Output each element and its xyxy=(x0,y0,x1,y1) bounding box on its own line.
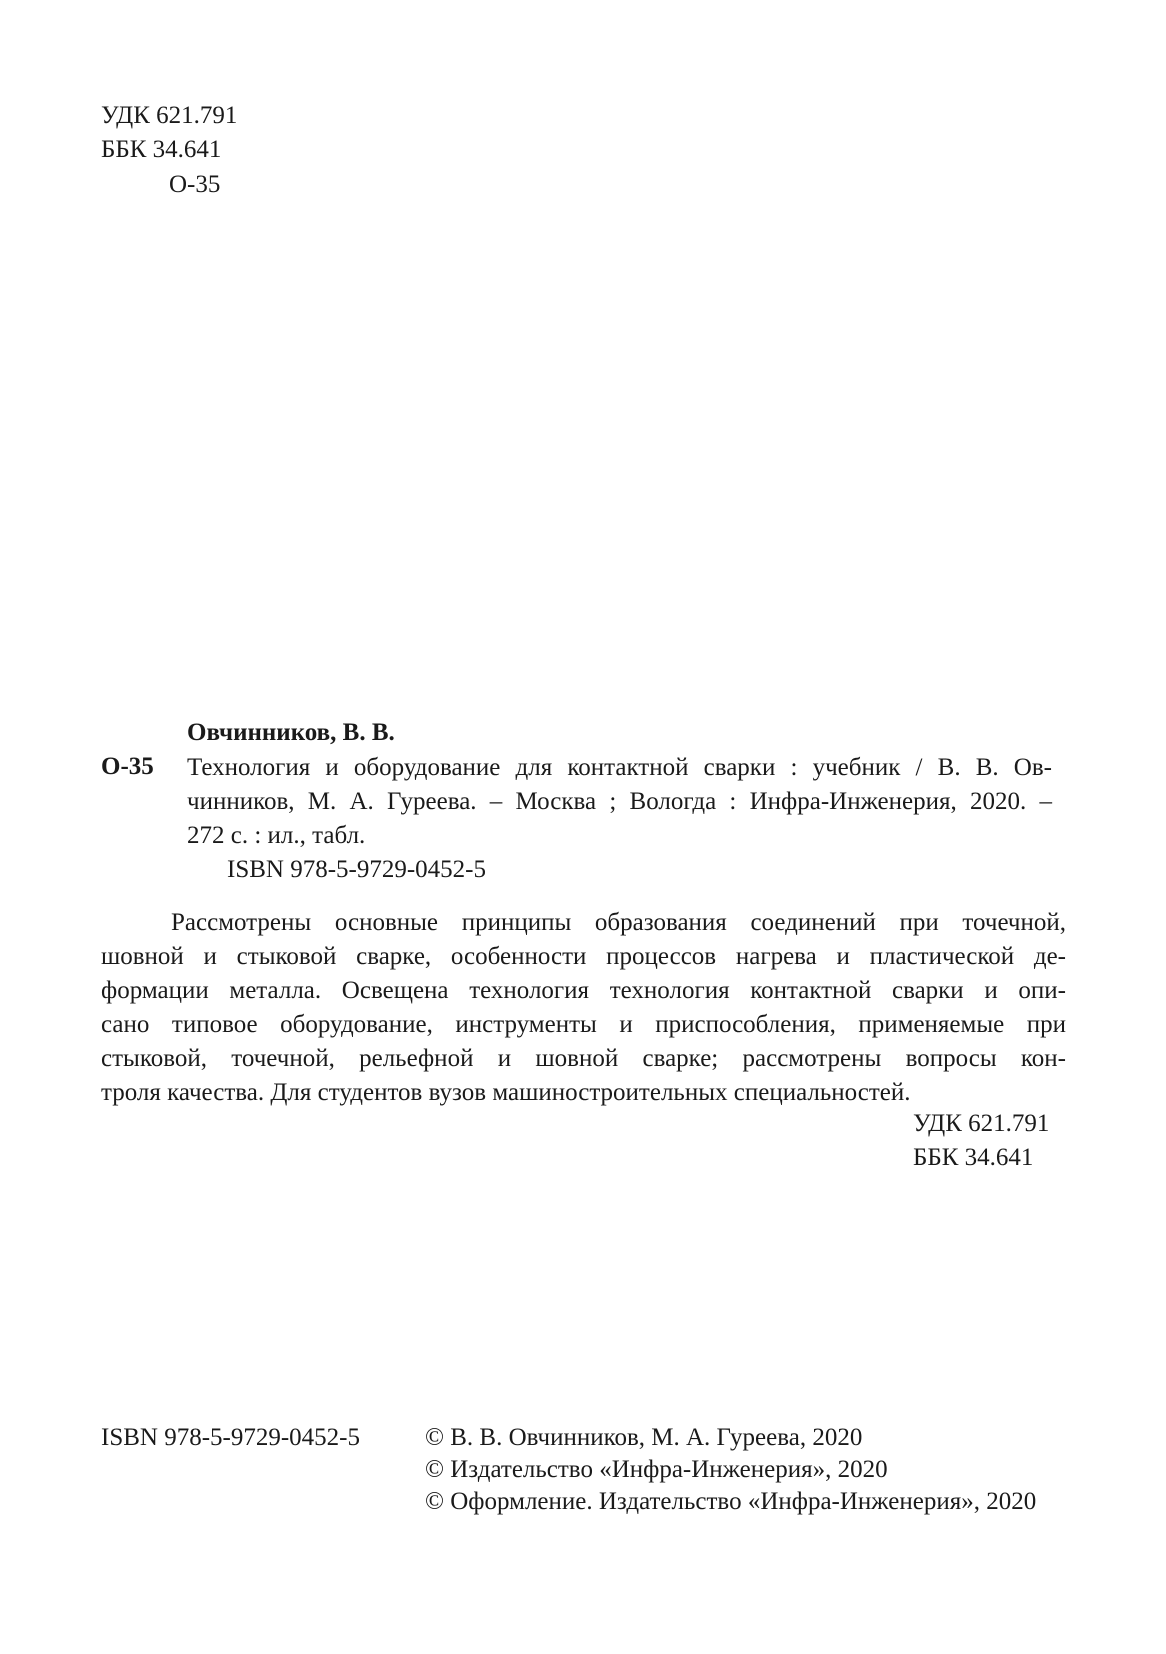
entry-line: 272 с. : ил., табл. xyxy=(187,822,366,849)
udk-code-top: УДК 621.791 xyxy=(101,102,238,129)
entry-isbn: ISBN 978-5-9729-0452-5 xyxy=(227,856,487,883)
author-sign-entry: О-35 xyxy=(101,753,154,780)
isbn-footer: ISBN 978-5-9729-0452-5 xyxy=(101,1424,361,1451)
copyright-line: © Оформление. Издательство «Инфра-Инженерия», 2020 xyxy=(425,1488,1037,1515)
abstract-line: формации металла. Освещена технология технология контактной сварки и опи- xyxy=(101,977,1066,1004)
abstract-line: стыковой, точечной, рельефной и шовной сварке; рассмотрены вопросы кон- xyxy=(101,1045,1066,1072)
abstract-line: сано типовое оборудование, инструменты и приспособления, применяемые при xyxy=(101,1011,1066,1038)
entry-line: Технология и оборудование для контактной сварки : учебник / В. В. Ов- xyxy=(187,754,1052,781)
abstract-line: троля качества. Для студентов вузов машиностроительных специальностей. xyxy=(101,1079,911,1106)
abstract-line: шовной и стыковой сварке, особенности процессов нагрева и пластической де- xyxy=(101,943,1066,970)
abstract xyxy=(101,906,1066,1110)
bbk-code-bottom: ББК 34.641 xyxy=(913,1144,1034,1171)
author-sign-top: О-35 xyxy=(169,171,221,198)
abstract-line: Рассмотрены основные принципы образования соединений при точечной, xyxy=(171,909,1066,936)
copyright-line: © Издательство «Инфра-Инженерия», 2020 xyxy=(425,1456,888,1483)
author-name: Овчинников, В. В. xyxy=(187,719,395,746)
copyright-line: © В. В. Овчинников, М. А. Гуреева, 2020 xyxy=(425,1424,863,1451)
udk-code-bottom: УДК 621.791 xyxy=(913,1110,1050,1137)
bibliographic-entry xyxy=(187,751,1052,887)
entry-line: чинников, М. А. Гуреева. – Москва ; Вологда : Инфра-Инженерия, 2020. – xyxy=(187,788,1052,815)
bbk-code-top: ББК 34.641 xyxy=(101,136,222,163)
